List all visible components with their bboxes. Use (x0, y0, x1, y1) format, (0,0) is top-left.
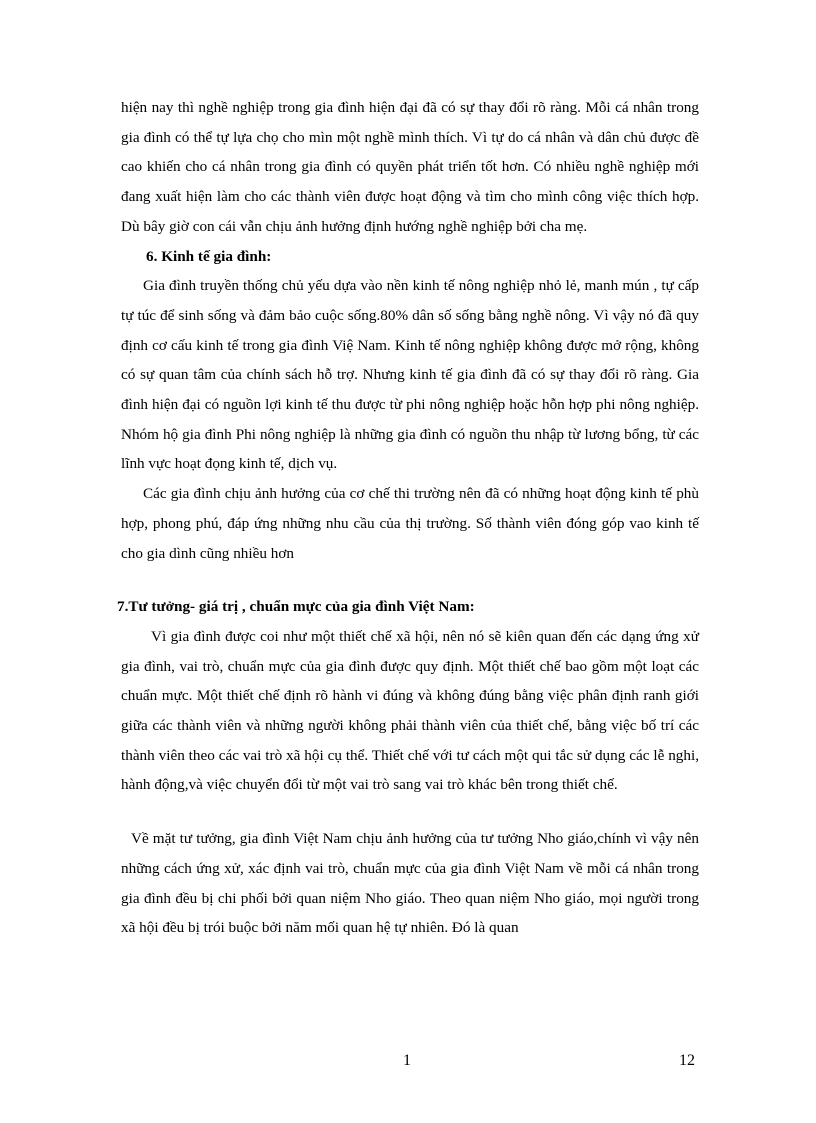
paragraph-traditional-economy: Gia đình truyền thống chủ yếu dựa vào nền kinh tế nông nghiệp nhỏ lẻ, manh mún , tự cấp tự túc để sinh sống và đảm bảo cuộc sống.80% dân số sống bằng nghề nông. Vì vậy nó đã quy định cơ cấu kinh tế trong gia đình Việ Nam. Kinh tế nông nghiệp không được mở rộng, không có sự quan tâm của chính sách hỗ trợ. Nhưng kinh tế gia đình đã có sự thay đổi rõ ràng. Gia đình hiện đại có nguồn lợi kinh tế thu được từ phi nông nghiệp hoặc hỗn hợp phi nông nghiệp. Nhóm hộ gia đình Phi nông nghiệp là những gia đình có nguồn thu nhập từ lương bổng, từ các lĩnh vực hoạt đọng kinh tế, dịch vụ. (121, 277, 699, 473)
document-body (117, 93, 699, 943)
paragraph-confucian-ideology: Về mặt tư tưởng, gia đình Việt Nam chịu ảnh hưởng của tư tưởng Nho giáo,chính vì vậy nên những cách ứng xử, xác định vai trò, chuẩn mực của gia đình Việt Nam về mỗi cá nhân trong gia đình đều bị chi phối bởi quan niệm Nho giáo. Theo quan niệm Nho giáo, mọi người trong xã hội đều bị trói buộc bởi năm mối quan hệ tự nhiên. Đó là quan (121, 830, 699, 937)
heading-values-norms: 7.Tư tưởng- giá trị , chuẩn mực của gia đình Việt Nam: (117, 598, 475, 616)
paragraph-occupation-end: hiện nay thì nghề nghiệp trong gia đình hiện đại đã có sự thay đổi rõ ràng. Mỗi cá nhân trong gia đình có thể tự lựa chọ cho mìn một nghề mình thích. Vì tự do cá nhân và dân chủ được đề cao khiến cho cá nhân trong gia đình có quyền phát triển tốt hơn. Có nhiều nghề nghiệp mới đang xuất hiện làm cho các thành viên được hoạt động và tìm cho mình công việc thích hợp. Dù bây giờ con cái vẫn chịu ảnh hưởng định hướng nghề nghiệp bởi cha mẹ. (121, 99, 699, 235)
heading-family-economy: 6. Kinh tế gia đình: (146, 247, 272, 265)
section-gap (121, 800, 699, 824)
total-pages: 12 (679, 1052, 695, 1069)
paragraph-institution: Vì gia đình được coi như một thiết chế xã hội, nên nó sẽ kiên quan đến các dạng ứng xử gia đình, vai trò, chuẩn mực của gia đình được quy định. Một thiết chế bao gồm một loạt các chuẩn mực. Một thiết chế định rõ hành vi đúng và không đúng bằng việc phân định ranh giới giữa các thành viên và những người không phải thành viên của thiết chế, bằng việc bố trí các thành viên theo các vai trò xã hội cụ thể. Thiết chế với tư cách một qui tắc sử dụng các lễ nghi, hành động,và việc chuyển đổi từ một vai trò sang vai trò khác bên trong thiết chế. (121, 627, 699, 794)
page-number: 1 (403, 1052, 411, 1069)
paragraph-market-economy: Các gia đình chịu ảnh hưởng của cơ chế thi trường nên đã có những hoạt động kinh tế phù hợp, phong phú, đáp ứng những nhu cầu của thị trường. Số thành viên đóng góp vao kinh tế cho gia dình cũng nhiều hơn (121, 485, 699, 562)
section-gap (121, 568, 699, 592)
